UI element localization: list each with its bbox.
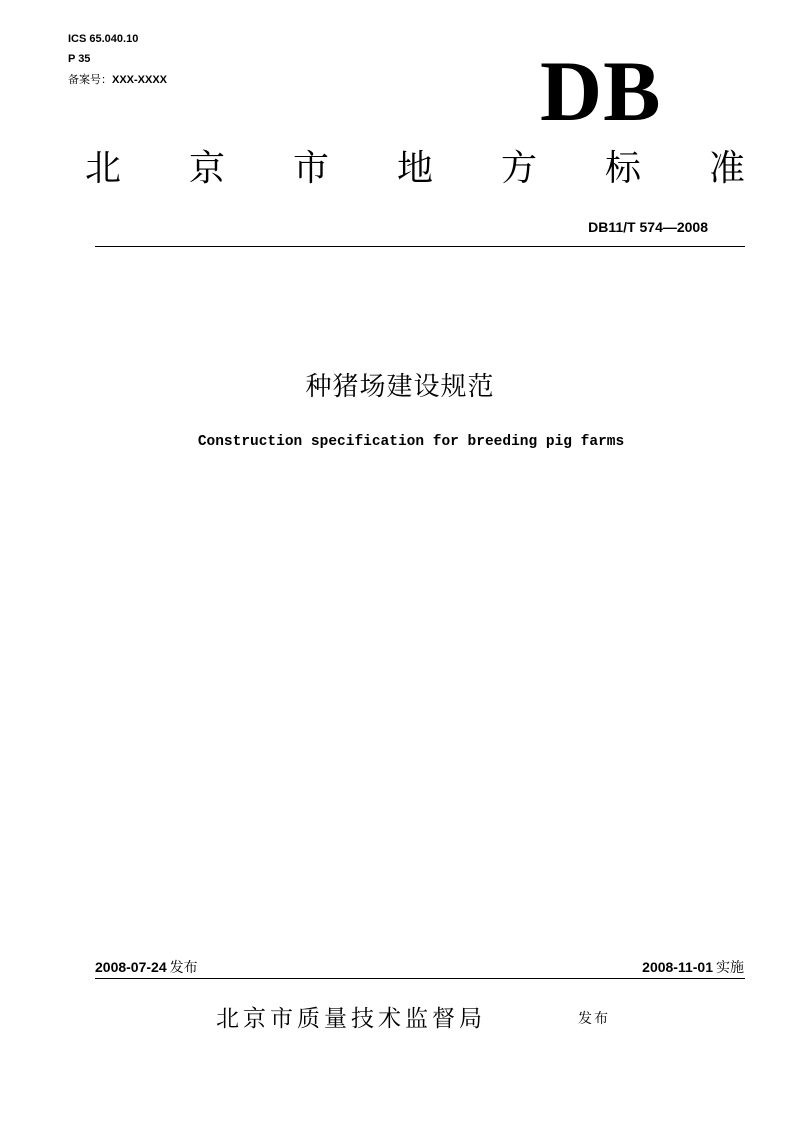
db-logo: DB: [540, 43, 662, 139]
standard-type-char: 市: [292, 148, 329, 189]
top-divider: [95, 246, 745, 247]
standard-type-char: 方: [500, 148, 537, 189]
ccs-code: P 35: [68, 53, 91, 65]
issuer-suffix: 发布: [578, 1011, 610, 1027]
standard-type-char: 地: [396, 148, 433, 189]
publish-label: 发布: [169, 960, 198, 976]
standard-type-title: [76, 146, 754, 192]
bottom-divider: [95, 978, 745, 979]
standard-type-char: 京: [188, 148, 225, 189]
effective-date-line: [642, 958, 744, 977]
filing-number-line: [68, 74, 167, 86]
document-title-chinese: 种猪场建设规范: [305, 372, 495, 402]
effective-date: 2008-11-01: [642, 959, 713, 975]
standard-type-char: 北: [84, 148, 121, 189]
document-title-english: Construction specification for breeding pig farms: [197, 434, 625, 450]
issuing-authority: 北京市质量技术监督局: [216, 1006, 486, 1032]
filing-number: XXX-XXXX: [112, 74, 168, 86]
standard-type-char: 标: [604, 148, 641, 189]
effective-label: 实施: [716, 960, 744, 976]
standard-number: DB11/T 574—2008: [588, 219, 708, 235]
publish-date: 2008-07-24: [95, 959, 167, 975]
filing-label: 备案号：: [68, 73, 112, 86]
ics-code: ICS 65.040.10: [68, 33, 139, 45]
standard-type-char: 准: [708, 148, 745, 189]
publish-date-line: [95, 958, 198, 977]
